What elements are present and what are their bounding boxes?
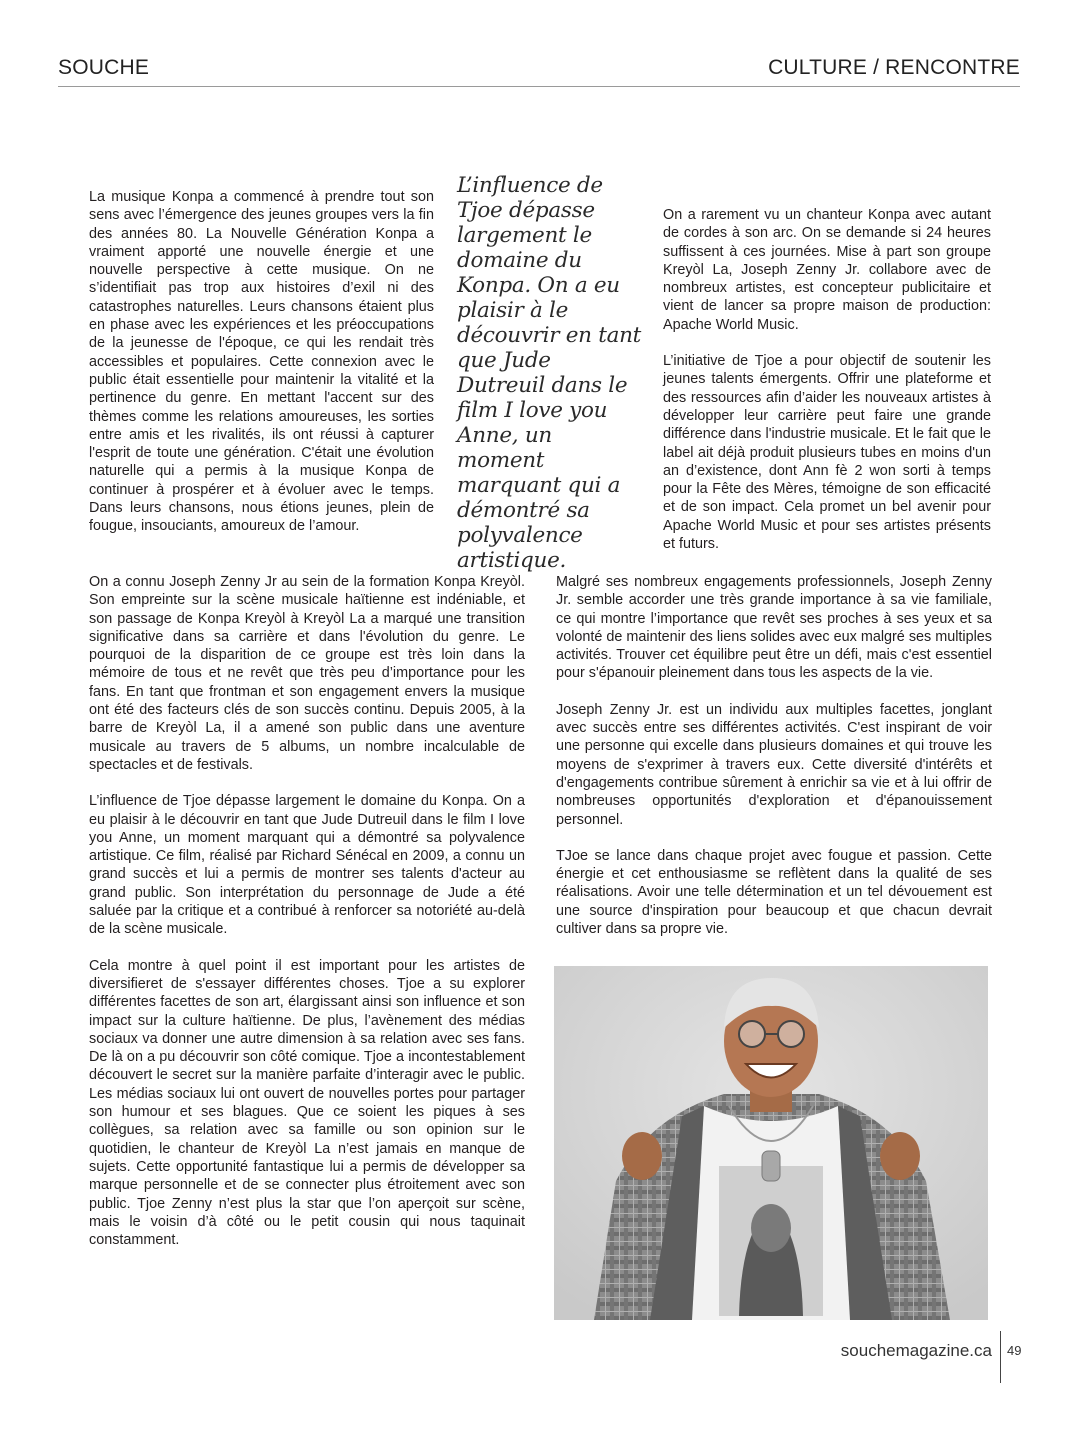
page-number: 49 <box>1007 1343 1022 1358</box>
article-column-1 <box>89 188 434 536</box>
paragraph: Malgré ses nombreux engagements professionnels, Joseph Zenny Jr. semble accorder une très grande importance à sa vie familiale, ce qui montre l’importance que revêt ses proches à ses yeux et sa volonté de maintenir des liens solides avec eux malgré ses multiples activités. Trouver cet équilibre peut être un défi, mais c'est essentiel pour s'épanouir pleinement dans tous les aspects de la vie. <box>556 574 992 682</box>
paragraph: On a connu Joseph Zenny Jr au sein de la formation Konpa Kreyòl. Son empreinte sur la scène musicale haïtienne est indéniable, et son passage de Konpa Kreyòl à Kreyòl La a marqué une transition significative dans sa carrière et dans l'évolution du genre. Le pourquoi de la disparition de ce groupe est très loin dans la mémoire de tous et ne revêt que très peu d’importance pour les fans. En tant que frontman et son engagement envers la musique ont été des facteurs clés de son succès continu. Depuis 2005, à la barre de Kreyòl La, il a amené son public dans une aventure musicale au travers de 5 albums, un nombre incalculable de spectacles et de festivals. <box>89 574 525 773</box>
article-column-2 <box>663 206 991 553</box>
section-title: CULTURE / RENCONTRE <box>768 56 1020 79</box>
paragraph: TJoe se lance dans chaque projet avec fougue et passion. Cette énergie et cet enthousiasme se reflètent dans la qualité de ses réalisations. Avoir une telle détermination et un tel dévouement est une source d'inspiration pour beaucoup et que chacun devrait cultiver dans sa propre vie. <box>556 847 992 938</box>
paragraph: L’initiative de Tjoe a pour objectif de soutenir les jeunes talents émergents. Offrir une plateforme et des ressources afin d’aider les nouveaux artistes à développer leur carrière peut faire une grande différence dans l'industrie musicale. Et le fait que le label ait déjà produit plusieurs tubes en moins d'un an d’existence, dont Ann fè 2 won sorti à temps pour la Fête des Mères, témoigne de son efficacité et de son impact. Cela promet un bel avenir pour Apache World Music et pour ses artistes présents et futurs. <box>663 353 991 553</box>
header-divider <box>58 86 1020 87</box>
paragraph: La musique Konpa a commencé à prendre tout son sens avec l’émergence des jeunes groupes vers la fin des années 80. La Nouvelle Génération Konpa a vraiment apporté une nouvelle énergie et une nouvelle perspective à cette musique. On ne s’identifiait pas trop aux histoires d’exil ni des catastrophes naturelles. Leurs chansons étaient plus en phase avec les expériences et les préoccupations de la jeunesse de l'époque, ce qui les rendait très accessibles et populaires. Cette connexion avec le public était essentielle pour maintenir la vitalité et la pertinence du genre. En mettant l'accent sur des thèmes comme les relations amoureuses, les sorties entre amis et les rivalités, ils ont réussi à capturer l'esprit de toute une génération. C'était une évolution naturelle qui a permis à la musique Konpa de continuer à prospérer et à évoluer avec le temps. Dans leurs chansons, nous étions jeunes, plein de fougue, insouciants, amoureux de l’amour. <box>89 189 434 535</box>
paragraph: On a rarement vu un chanteur Konpa avec autant de cordes à son arc. On se demande si 24 heures suffissent à ces journées. Mise à part son groupe Kreyòl La, Joseph Zenny Jr. collabore avec de nombreux artistes, est concepteur publicitaire et vient de lancer sa propre maison de production: Apache World Music. <box>663 207 991 333</box>
article-column-3 <box>89 573 525 1249</box>
footer-divider <box>1000 1331 1001 1383</box>
paragraph: Joseph Zenny Jr. est un individu aux multiples facettes, jonglant avec succès entre ses différentes activités. C'est inspirant de voir une personne qui excelle dans plusieurs domaines et qui trouve les moyens de s'exprimer à travers eux. Cette diversité d'intérêts et d'engagements contribue sûrement à enrichir sa vie et à lui offrir de nombreuses opportunités d'exploration et d'épanouissement personnel. <box>556 701 992 828</box>
paragraph: Cela montre à quel point il est important pour les artistes de diversifieret de s'essayer différentes choses. Tjoe a su explorer différentes facettes de son art, élargissant ainsi son influence et son impact sur la culture haïtienne. De plus, l’avènement des médias sociaux va donner une autre dimension à sa relation avec ses fans. De là on a pu découvrir son côté comique. Tjoe a incontestablement découvert le secret sur la manière parfaite d’interagir avec le public. Les médias sociaux lui ont ouvert de nouvelles portes pour partager son humour et ses blagues. Que ce soient les piques à ses collègues, sa relation avec sa famille ou son opinion sur le quotidien, le chanteur de Kreyòl La n’est jamais en manque de sujets. Cette opportunité fantastique lui a permis de développer sa marque personnelle et de se connecter plus étroitement avec son public. Tjoe Zenny n’est plus la star que l’on aperçoit sur scène, mais le voisin d’à côté ou le petit cousin qui nous taquinait constamment. <box>89 957 525 1249</box>
article-column-4 <box>556 573 992 938</box>
magazine-name: SOUCHE <box>58 56 150 79</box>
website-url: souchemagazine.ca <box>840 1341 992 1360</box>
portrait-photo <box>554 966 988 1320</box>
paragraph: L’influence de Tjoe dépasse largement le domaine du Konpa. On a eu plaisir à le découvrir en tant que Jude Dutreuil dans le film I love you Anne, un moment marquant qui a démontré sa polyvalence artistique. Ce film, réalisé par Richard Sénécal en 2009, a connu un grand succès et lui a permis de montrer ses talents d'acteur au grand public. Son interprétation du personnage de Jude a été saluée par la critique et a contribué à renforcer sa notoriété au-delà de la scène musicale. <box>89 793 525 938</box>
pull-quote: L’influence de Tjoe dépasse largement le domaine du Konpa. On a eu plaisir à le découvrir en tant que Jude Dutreuil dans le film I love you Anne, un moment marquant qui a démontré sa polyvalence artistique. <box>457 173 641 573</box>
